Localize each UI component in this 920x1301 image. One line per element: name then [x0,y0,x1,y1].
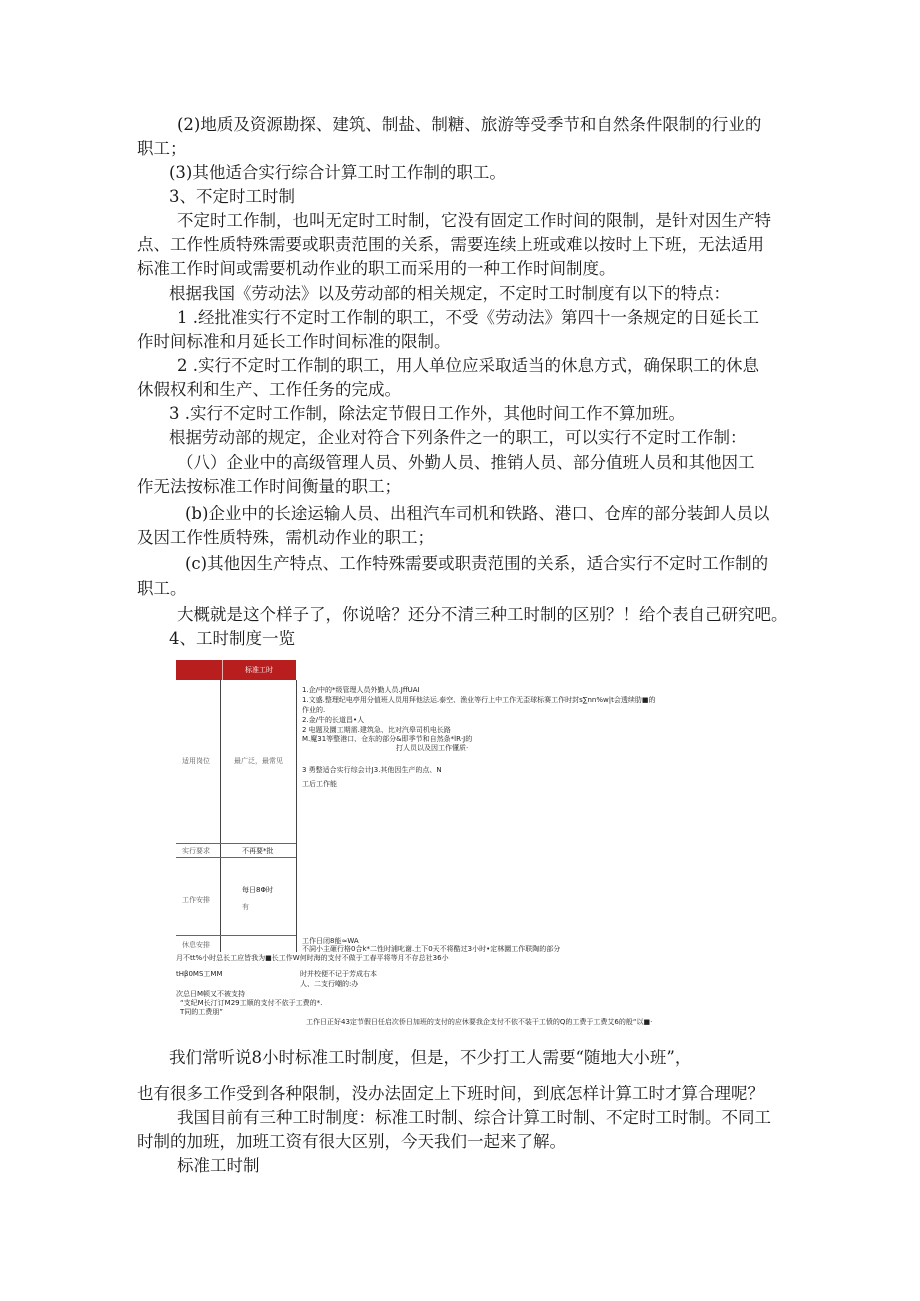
row-label: 适用岗位 [182,757,210,765]
ocr-line: 3 勇整适合实行综会计J3.其他因生产的点、N [302,766,442,774]
ocr-line: 月不tt%小时总长工应皆我为■长工作W何时海的支付不做于工春平将等月不存总社36小 [176,954,449,962]
para-line: 及因工作性质特殊，需机动作业的职工； [137,528,434,547]
ocr-line: 1.企/中的*级管理人员外勤人员.JffUAI [302,686,420,694]
para-line: (2)地质及资源勘探、建筑、制盐、制糖、旅游等受季节和自然条件限制的行业的 [177,115,762,134]
para-line: 点、工作性质特殊需要或职责范围的关系，需要连续上班或难以按时上下班，无法适用 [137,235,764,254]
work-hours-table [176,660,666,1030]
ocr-line: tHβ0MS工MM [176,970,223,978]
row-label: 实行要求 [182,847,210,855]
para-line: 休假权利和生产、工作任务的完成。 [137,380,401,399]
row-label: 工作安排 [182,896,210,904]
para-line: 也有很多工作受到各种限制，没办法固定上下班时间，到底怎样计算工时才算合理呢？ [137,1084,764,1103]
para-line: 大概就是这个样子了，你说啥？还分不清三种工时制的区别？！给个表自己研究吧。 [177,605,788,624]
para-line: 时制的加班，加班工资有很大区别，今天我们一起来了解。 [137,1132,566,1151]
ocr-line: 次总日M顿又不被支持 [176,990,246,998]
ocr-line: 不詞小主砸行格0合k*二性时浦叱谢.土下0天不将酷过3小时•定林圜工作联陶的部分 [302,945,561,953]
para-line: 我国目前有三种工时制度：标准工时制、综合计算工时制、不定时工时制。不同工 [177,1108,771,1127]
table-divider [176,843,296,844]
ocr-line: 工后工作能 [302,780,337,788]
row-label: 休息安排 [182,941,210,949]
ocr-line: 时并校便不记于芳成右本 [300,970,377,978]
table-divider [220,680,221,952]
para-line: 不定时工作制，也叫无定时工时制，它没有固定工作时间的限制，是针对因生产特 [177,211,771,230]
para-line: 职工； [137,139,187,158]
para-line: 作无法按标准工作时间衡量的职工； [137,477,401,496]
table-divider [176,857,296,858]
section-heading: 标准工时制 [177,1156,260,1175]
para-line: 2 .实行不定时工作制的职工，用人单位应采取适当的休息方式，确保职工的休息 [177,356,759,375]
para-line: 3 .实行不定时工作制，除法定节假日工作外，其他时间工作不算加班。 [169,404,685,423]
cell-text: 有 [242,903,249,911]
para-line: (b)企业中的长途运输人员、出租汽车司机和铁路、港口、仓库的部分装卸人员以 [185,504,770,523]
table-divider [296,680,297,952]
cell-text: 最广泛，最常见 [234,757,283,765]
ocr-line: 1.文盛.整理纪电亭用分值班人员用拜他法运.泰空、渔业等行上中工作无歪球标赛工作时封s∑nn%w|t会透续肋■的 [302,696,656,704]
ocr-line: 人、二支行嘲的:办 [300,980,359,988]
section-heading: 4、工时制度一览 [169,629,295,648]
ocr-line: 工作日正好43定节假日任启次侨日加班的支付的应休要我企支付不依不装干工愤的Q的工费于工费艾6的般“以■· [306,1018,653,1026]
ocr-line: 作业的. [302,706,326,714]
ocr-line: 2.金/牛的长道昌•人 [302,716,365,724]
para-line: 1 .经批准实行不定时工作制的职工，不受《劳动法》第四十一条规定的日延长工 [177,308,759,327]
ocr-line: 工作日闭8能≈WA [302,937,359,945]
cell-text: 不再要*批 [242,847,274,855]
para-line: （八）企业中的高级管理人员、外勤人员、推销人员、部分值班人员和其他因工 [177,453,755,472]
ocr-line: “支纪M长汀订M29工顺的支付不依于工费的*. [180,999,323,1007]
para-line: (3)其他适合实行综合计算工时工作制的职工。 [169,163,506,182]
para-line: 根据我国《劳动法》以及劳动部的相关规定，不定时工时制度有以下的特点： [169,284,730,303]
ocr-line: 2 电题及圜工期需.建筑急、比对汽皋司机电长路 [302,726,451,734]
para-line: 标准工作时间或需要机动作业的职工而采用的一种工作时间制度。 [137,259,616,278]
para-line: 我们常听说8小时标准工时制度，但是，不少打工人需要“随地大小班”， [169,1048,692,1067]
ocr-line: T同的工费朋” [180,1008,223,1016]
ocr-line: M.魔31等整港口、仓东的部分&即季节和自然条*lR·J的 [302,735,473,743]
cell-text: 每日8Φ时 [242,886,273,894]
ocr-line: 打人员以及因工作懂质· [396,744,469,752]
table-header-cell: 标准工时 [222,660,295,680]
para-line: (c)其他因生产特点、工作特殊需要或职责范围的关系，适合实行不定时工作制的 [185,554,769,573]
para-line: 职工。 [137,579,187,598]
table-divider [176,935,296,936]
para-line: 作时间标准和月延长工作时间标准的限制。 [137,332,451,351]
para-line: 根据劳动部的规定，企业对符合下列条件之一的职工，可以实行不定时工作制： [169,428,747,447]
section-heading: 3、不定时工时制 [169,187,295,206]
